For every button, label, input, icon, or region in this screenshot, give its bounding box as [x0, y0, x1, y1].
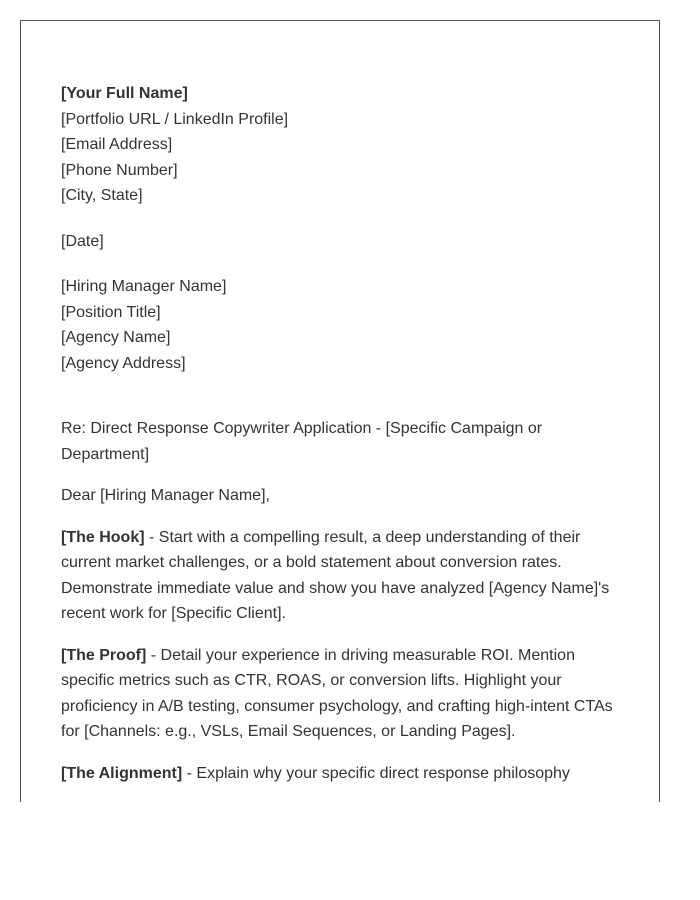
sender-city-state: [City, State] [61, 187, 143, 204]
recipient-position-title: [Position Title] [61, 303, 161, 321]
recipient-agency-name: [Agency Name] [61, 329, 171, 346]
paragraph-hook-label: [The Hook] [61, 528, 145, 546]
sender-portfolio: [Portfolio URL / LinkedIn Profile] [61, 110, 289, 128]
letter-content [61, 81, 621, 786]
recipient-agency-address: [Agency Address] [61, 354, 186, 372]
letter-page [20, 20, 660, 802]
sender-phone: [Phone Number] [61, 161, 178, 179]
recipient-block [61, 274, 621, 376]
paragraph-proof-label: [The Proof] [61, 646, 147, 664]
subject-line: Re: Direct Response Copywriter Application - [Specific Campaign or Department] [61, 420, 543, 463]
sender-block [61, 81, 621, 209]
paragraph-alignment-text: - Explain why your specific direct response philosophy [182, 764, 570, 782]
sender-full-name: [Your Full Name] [61, 85, 188, 102]
paragraph-proof [61, 643, 621, 745]
paragraph-alignment [61, 761, 621, 787]
paragraph-alignment-label: [The Alignment] [61, 764, 183, 782]
sender-email: [Email Address] [61, 136, 173, 153]
paragraph-hook-text: - Start with a compelling result, a deep understanding of their current market challenges, or a bold statement about conversion rates. Demonstrate immediate value and show you have analyzed [Agency Name]'s recent work for [Specific Client]. [61, 528, 610, 622]
paragraph-hook [61, 525, 621, 627]
salutation: Dear [Hiring Manager Name], [61, 487, 270, 504]
recipient-hiring-manager: [Hiring Manager Name] [61, 278, 227, 295]
letter-date: [Date] [61, 232, 104, 250]
paragraph-proof-text: - Detail your experience in driving measurable ROI. Mention specific metrics such as CTR, ROAS, or conversion lifts. Highlight your proficiency in A/B testing, consumer psychology, and crafting high-intent CTAs for [Channels: e.g., VSLs, Email Sequences, or Landing Pages]. [61, 646, 613, 740]
